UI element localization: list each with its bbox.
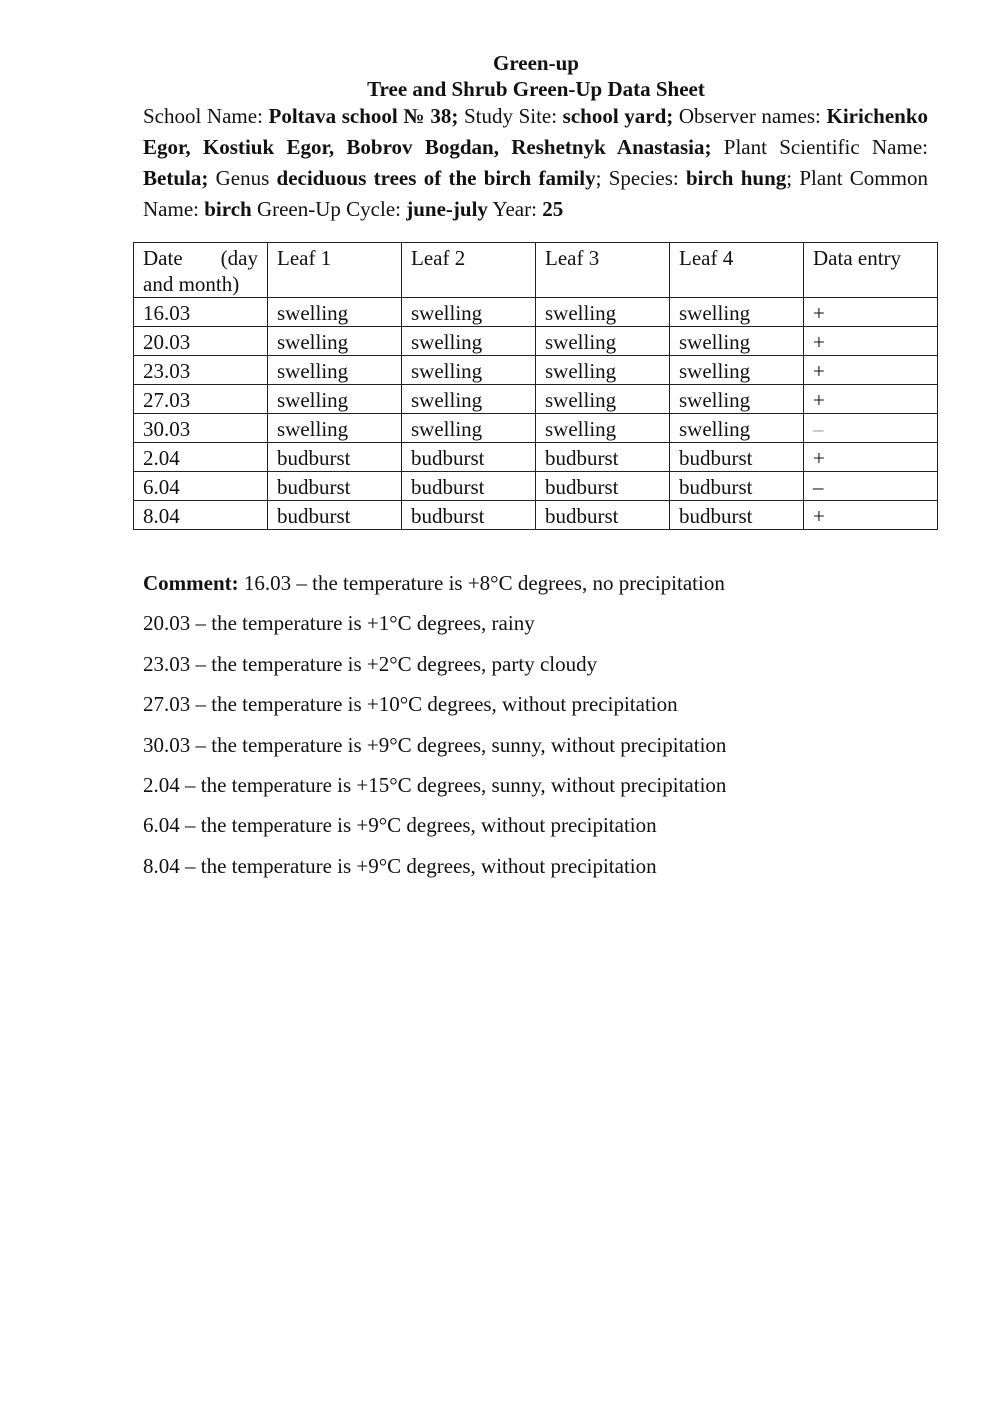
cell-data-entry: + <box>804 356 938 385</box>
cell-leaf-1: swelling <box>268 327 402 356</box>
cell-date: 6.04 <box>134 472 268 501</box>
genus-label: Genus <box>208 166 277 190</box>
cell-leaf-2: swelling <box>402 356 536 385</box>
table-row <box>134 414 938 443</box>
cell-leaf-3: budburst <box>536 472 670 501</box>
header-leaf-1: Leaf 1 <box>268 243 402 298</box>
header-data-entry: Data entry <box>804 243 938 298</box>
table-row <box>134 443 938 472</box>
document-title: Green-up <box>493 51 579 75</box>
header-leaf-2: Leaf 2 <box>402 243 536 298</box>
species-value: birch hung <box>685 166 787 190</box>
header-date-text: Date <box>143 246 183 270</box>
cell-leaf-3: budburst <box>536 501 670 530</box>
cell-leaf-4: swelling <box>670 356 804 385</box>
cell-data-entry: – <box>804 414 938 443</box>
genus-value: deciduous trees of the birch family <box>276 166 596 190</box>
cell-date: 27.03 <box>134 385 268 414</box>
table-row <box>134 327 938 356</box>
cell-data-entry: + <box>804 298 938 327</box>
comment-text: 27.03 – the temperature is +10°C degrees, without precipitation <box>143 692 678 717</box>
scientific-name-label: Plant Scientific Name: <box>711 135 928 159</box>
cell-leaf-4: budburst <box>670 472 804 501</box>
observers-label: Observer names: <box>673 104 827 128</box>
cell-leaf-1: swelling <box>268 356 402 385</box>
comment-line <box>143 770 726 810</box>
green-up-table <box>133 242 938 530</box>
comment-text: 23.03 – the temperature is +2°C degrees, party cloudy <box>143 651 598 676</box>
cell-leaf-3: swelling <box>536 414 670 443</box>
common-name-value: birch <box>204 197 252 221</box>
cell-date: 23.03 <box>134 356 268 385</box>
cell-data-entry: + <box>804 385 938 414</box>
comment-line <box>143 649 726 689</box>
header-date-paren: (day <box>220 246 258 270</box>
scientific-name-value: Betula; <box>143 166 209 190</box>
cell-leaf-3: swelling <box>536 327 670 356</box>
cell-leaf-2: budburst <box>402 472 536 501</box>
school-value: Poltava school № 38; <box>268 104 459 128</box>
cell-leaf-2: swelling <box>402 385 536 414</box>
table-header-row <box>134 243 938 298</box>
cell-leaf-4: budburst <box>670 443 804 472</box>
cell-leaf-1: swelling <box>268 298 402 327</box>
year-label: Year: <box>487 197 543 221</box>
cell-leaf-4: swelling <box>670 414 804 443</box>
comment-text: 30.03 – the temperature is +9°C degrees, sunny, without precipitation <box>143 732 727 757</box>
cell-leaf-1: budburst <box>268 501 402 530</box>
cell-leaf-2: swelling <box>402 414 536 443</box>
cell-leaf-1: swelling <box>268 414 402 443</box>
cell-leaf-2: budburst <box>402 443 536 472</box>
comment-text: 8.04 – the temperature is +9°C degrees, without precipitation <box>143 853 657 878</box>
cell-data-entry: – <box>804 472 938 501</box>
cell-date: 8.04 <box>134 501 268 530</box>
cell-data-entry: + <box>804 443 938 472</box>
comment-line <box>143 568 726 608</box>
school-label: School Name: <box>143 104 269 128</box>
year-value: 25 <box>542 197 564 221</box>
comment-text: 16.03 – the temperature is +8°C degrees, no precipitation <box>238 571 725 595</box>
common-name-label: ; Plant Common Name: <box>143 166 928 221</box>
comment-line <box>143 689 726 729</box>
cell-leaf-4: swelling <box>670 385 804 414</box>
comment-label: Comment: <box>143 571 239 595</box>
cell-leaf-2: budburst <box>402 501 536 530</box>
comment-line <box>143 810 726 850</box>
cell-leaf-3: budburst <box>536 443 670 472</box>
header-leaf-4: Leaf 4 <box>670 243 804 298</box>
cell-leaf-2: swelling <box>402 327 536 356</box>
cell-leaf-1: swelling <box>268 385 402 414</box>
comment-line <box>143 730 726 770</box>
cell-date: 30.03 <box>134 414 268 443</box>
site-info-paragraph <box>143 101 928 225</box>
comment-line <box>143 608 726 648</box>
cell-leaf-3: swelling <box>536 356 670 385</box>
cell-date: 20.03 <box>134 327 268 356</box>
table-row <box>134 501 938 530</box>
comment-text: 20.03 – the temperature is +1°C degrees, rainy <box>143 611 535 636</box>
table-row <box>134 385 938 414</box>
cell-date: 16.03 <box>134 298 268 327</box>
site-label: Study Site: <box>458 104 563 128</box>
cell-date: 2.04 <box>134 443 268 472</box>
cell-leaf-3: swelling <box>536 385 670 414</box>
cell-leaf-1: budburst <box>268 472 402 501</box>
comment-line <box>143 851 726 891</box>
observers-value: Kirichenko Egor, Kostiuk Egor, Bobrov Bogdan, Reshetnyk Anastasia; <box>143 104 929 159</box>
cell-leaf-4: swelling <box>670 327 804 356</box>
site-value: school yard; <box>562 104 674 128</box>
header-date <box>134 243 268 298</box>
comments-section <box>143 568 726 891</box>
document-subtitle: Tree and Shrub Green-Up Data Sheet <box>367 77 705 101</box>
cell-leaf-1: budburst <box>268 443 402 472</box>
table-row <box>134 298 938 327</box>
comment-text: 6.04 – the temperature is +9°C degrees, without precipitation <box>143 813 657 838</box>
header-date-text-2: and month) <box>143 272 240 296</box>
comment-text: 2.04 – the temperature is +15°C degrees, sunny, without precipitation <box>143 772 727 797</box>
header-leaf-3: Leaf 3 <box>536 243 670 298</box>
cell-leaf-4: swelling <box>670 298 804 327</box>
cycle-value: june-july <box>406 197 488 221</box>
cell-data-entry: + <box>804 501 938 530</box>
cell-leaf-4: budburst <box>670 501 804 530</box>
cell-data-entry: + <box>804 327 938 356</box>
cell-leaf-3: swelling <box>536 298 670 327</box>
table-row <box>134 356 938 385</box>
cycle-label: Green-Up Cycle: <box>251 197 407 221</box>
cell-leaf-2: swelling <box>402 298 536 327</box>
species-label: ; Species: <box>595 166 686 190</box>
table-row <box>134 472 938 501</box>
